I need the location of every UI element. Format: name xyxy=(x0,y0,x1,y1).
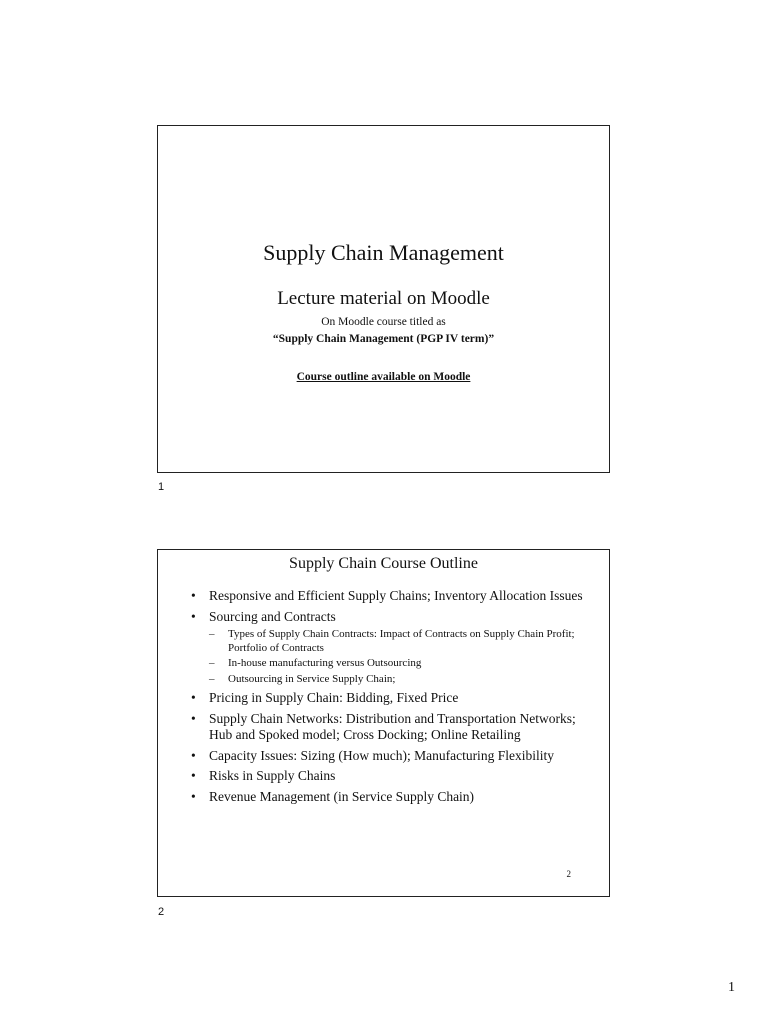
bullet-icon: • xyxy=(191,747,196,763)
outline-item-text: Capacity Issues: Sizing (How much); Manufacturing Flexibility xyxy=(209,747,554,763)
outline-subitem-text: Outsourcing in Service Supply Chain; xyxy=(228,672,396,685)
slide-2-title: Supply Chain Course Outline xyxy=(289,555,478,572)
slide-2 xyxy=(157,549,610,897)
outline-subitem-text: Types of Supply Chain Contracts: Impact of Contracts on Supply Chain Profit; Portfolio of Contracts xyxy=(228,628,575,654)
outline-item xyxy=(188,768,598,785)
outline-item-text: Sourcing and Contracts xyxy=(209,608,336,624)
outline-sublist xyxy=(209,628,598,686)
bullet-icon: • xyxy=(191,690,196,705)
outline-subitem xyxy=(209,673,598,687)
slide-2-caption: 2 xyxy=(158,906,165,918)
dash-icon: – xyxy=(209,657,215,669)
outline-item-text: Risks in Supply Chains xyxy=(209,768,336,783)
outline-subitem xyxy=(209,657,598,671)
slide-1-course-intro: On Moodle course titled as xyxy=(321,316,446,328)
dash-icon: – xyxy=(209,628,215,640)
bullet-icon: • xyxy=(191,608,196,624)
outline-item xyxy=(188,588,598,605)
outline-item xyxy=(188,609,598,687)
bullet-icon: • xyxy=(191,710,196,726)
slide-1-title: Supply Chain Management xyxy=(263,240,504,265)
dash-icon: – xyxy=(209,672,215,685)
slide-1-outline-note: Course outline available on Moodle xyxy=(296,371,471,383)
slide-2-number: 2 xyxy=(566,869,571,879)
slide-1-subtitle: Lecture material on Moodle xyxy=(277,288,490,309)
outline-item-text: Revenue Management (in Service Supply Chain) xyxy=(209,788,475,804)
outline-item xyxy=(188,711,598,744)
page-number: 1 xyxy=(728,980,735,995)
outline-item-text: Responsive and Efficient Supply Chains; Inventory Allocation Issues xyxy=(209,588,583,603)
slide-1-caption: 1 xyxy=(158,481,165,493)
outline-item-text: Pricing in Supply Chain: Bidding, Fixed Price xyxy=(209,690,459,705)
bullet-icon: • xyxy=(191,768,196,783)
bullet-icon: • xyxy=(191,788,196,804)
slide-1-course-name: “Supply Chain Management (PGP IV term)” xyxy=(272,333,495,345)
outline-item xyxy=(188,748,598,765)
outline-item xyxy=(188,789,598,806)
outline-subitem-text: In-house manufacturing versus Outsourcing xyxy=(228,657,422,669)
slide-1 xyxy=(157,125,610,473)
outline-subitem xyxy=(209,628,598,655)
bullet-icon: • xyxy=(191,588,196,603)
outline-item xyxy=(188,690,598,707)
outline-list xyxy=(188,588,598,809)
outline-item-text: Supply Chain Networks: Distribution and Transportation Networks; Hub and Spoked model; Cross Docking; Online Retailing xyxy=(209,710,576,742)
